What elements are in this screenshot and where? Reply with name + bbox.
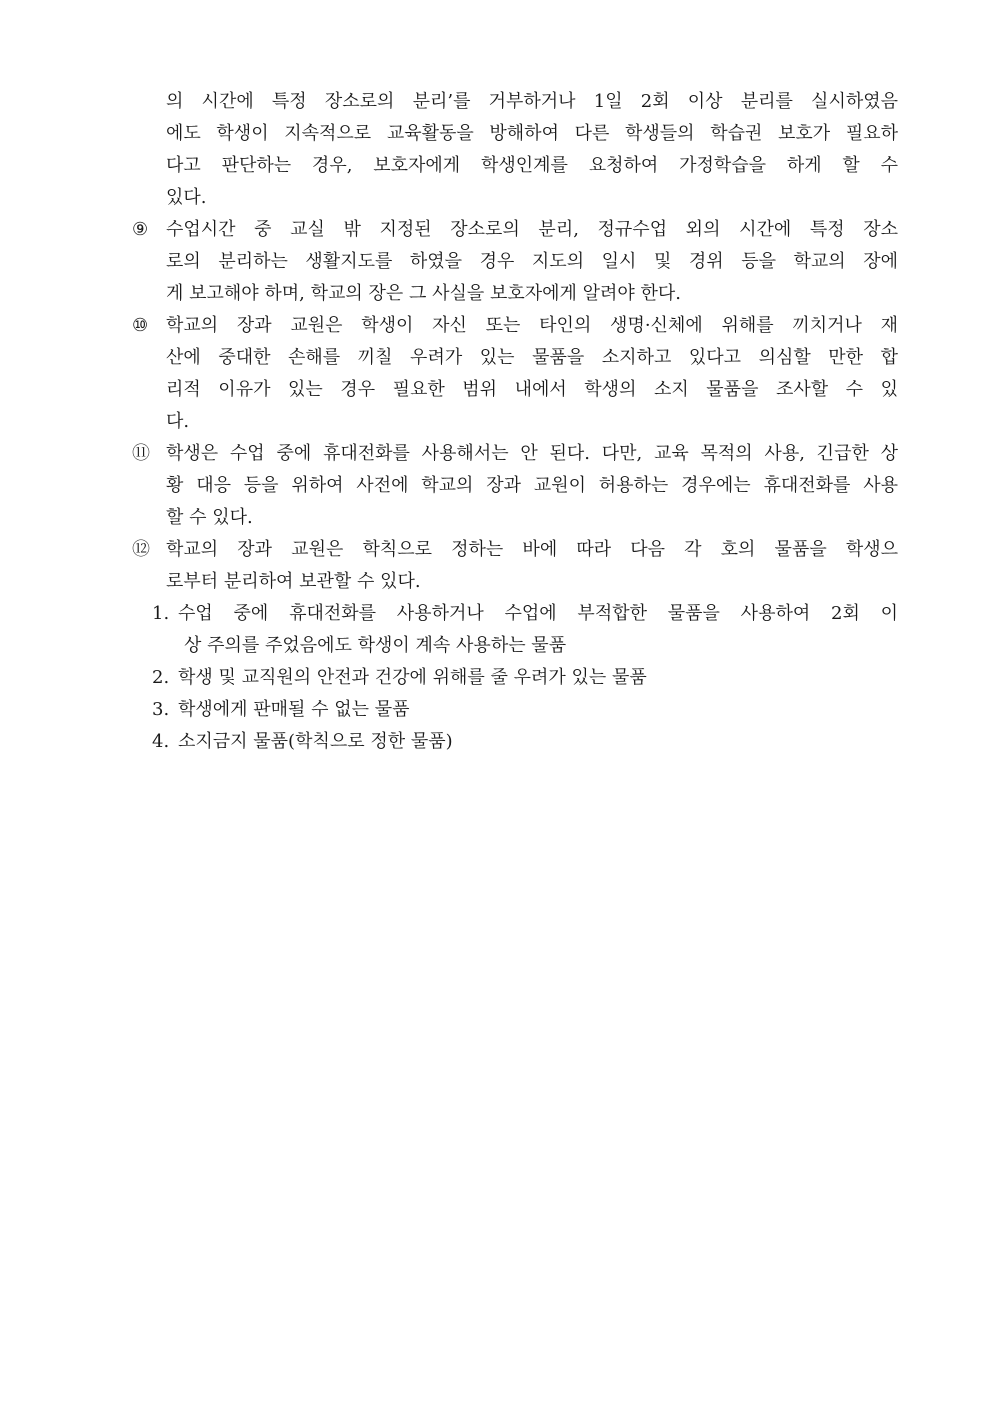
clause-line: 황 대응 등을 위하여 사전에 학교의 장과 교원이 허용하는 경우에는 휴대전화를 사용 [166, 475, 898, 496]
subitem-marker: 2. [152, 667, 170, 688]
clause-line: 다. [166, 411, 190, 432]
subitem-line: 상 주의를 주었음에도 학생이 계속 사용하는 물품 [184, 635, 567, 656]
clause-line: 리적 이유가 있는 경우 필요한 범위 내에서 학생의 소지 물품을 조사할 수 있 [166, 379, 898, 400]
clause-line: 산에 중대한 손해를 끼칠 우려가 있는 물품을 소지하고 있다고 의심할 만한 합 [166, 347, 898, 368]
paragraph-line: 에도 학생이 지속적으로 교육활동을 방해하여 다른 학생들의 학습권 보호가 필요하 [166, 123, 898, 144]
clause-line: 학교의 장과 교원은 학칙으로 정하는 바에 따라 다음 각 호의 물품을 학생으 [166, 539, 898, 560]
subitem-line: 소지금지 물품(학칙으로 정한 물품) [178, 731, 453, 752]
clause-line: 할 수 있다. [166, 507, 253, 528]
subitem-line: 학생에게 판매될 수 없는 물품 [178, 699, 410, 720]
clause-line: 게 보고해야 하며, 학교의 장은 그 사실을 보호자에게 알려야 한다. [166, 283, 682, 304]
clause-marker: ⑩ [132, 315, 149, 336]
subitem-line: 수업 중에 휴대전화를 사용하거나 수업에 부적합한 물품을 사용하여 2회 이 [178, 603, 898, 624]
clause-line: 학교의 장과 교원은 학생이 자신 또는 타인의 생명·신체에 위해를 끼치거나 재 [166, 315, 898, 336]
clause-marker: ⑨ [132, 219, 149, 240]
subitem-marker: 3. [152, 699, 170, 720]
subitem-marker: 4. [152, 731, 170, 752]
paragraph-line: 다고 판단하는 경우, 보호자에게 학생인계를 요청하여 가정학습을 하게 할 수 [166, 155, 898, 176]
paragraph-line: 의 시간에 특정 장소로의 분리’를 거부하거나 1일 2회 이상 분리를 실시하였음 [166, 91, 898, 112]
subitem-line: 학생 및 교직원의 안전과 건강에 위해를 줄 우려가 있는 물품 [178, 667, 647, 688]
clause-marker: ⑪ [132, 443, 150, 464]
clause-line: 로의 분리하는 생활지도를 하였을 경우 지도의 일시 및 경위 등을 학교의 장에 [166, 251, 898, 272]
paragraph-line: 있다. [166, 187, 207, 208]
clause-line: 수업시간 중 교실 밖 지정된 장소로의 분리, 정규수업 외의 시간에 특정 장소 [166, 219, 898, 240]
clause-line: 로부터 분리하여 보관할 수 있다. [166, 571, 421, 592]
clause-marker: ⑫ [132, 539, 150, 560]
clause-line: 학생은 수업 중에 휴대전화를 사용해서는 안 된다. 다만, 교육 목적의 사용, 긴급한 상 [166, 443, 898, 464]
subitem-marker: 1. [152, 603, 170, 624]
